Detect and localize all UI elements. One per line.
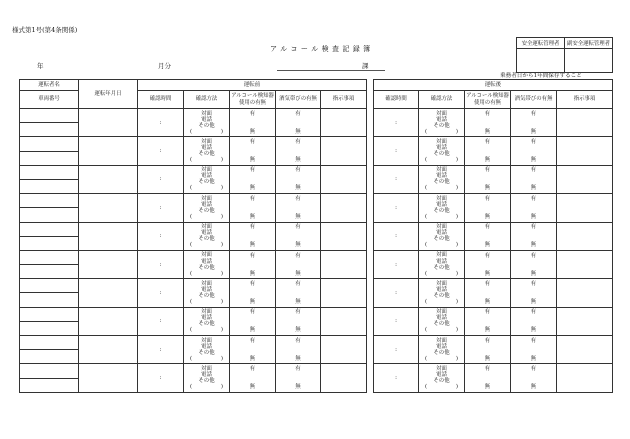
before-check-time-header: 確認時間 — [138, 91, 184, 109]
before-time-cell[interactable]: : — [138, 194, 184, 222]
drive-date-cell[interactable] — [79, 250, 138, 278]
before-instructions-cell[interactable] — [321, 364, 367, 392]
before-instructions-header: 指示事項 — [321, 91, 367, 109]
before-method-cell[interactable]: 対面 電話 その他 ( ) — [184, 165, 230, 193]
after-instructions-cell[interactable] — [557, 222, 613, 250]
after-drive-header: 運転後 — [374, 80, 613, 91]
column-gap — [367, 364, 374, 392]
before-time-cell[interactable]: : — [138, 307, 184, 335]
after-time-cell[interactable]: : — [374, 336, 419, 364]
before-method-cell[interactable]: 対面 電話 その他 ( ) — [184, 194, 230, 222]
page-title: アルコール検査記録簿 — [270, 45, 374, 53]
after-instructions-cell[interactable] — [557, 336, 613, 364]
after-time-cell[interactable]: : — [374, 250, 419, 278]
column-gap — [367, 109, 374, 137]
driver-name-cell[interactable] — [20, 222, 79, 236]
after-instructions-cell[interactable] — [557, 165, 613, 193]
table-row — [20, 307, 613, 321]
after-detector-cell[interactable]: 有 無 — [465, 307, 511, 335]
after-method-cell[interactable]: 対面 電話 その他 ( ) — [419, 307, 465, 335]
before-check-method-header: 確認方法 — [184, 91, 230, 109]
after-detector-cell[interactable]: 有 無 — [465, 137, 511, 165]
before-alcohol-cell[interactable]: 有 無 — [276, 194, 321, 222]
before-detector-header: アルコール検知器使用の有無 — [230, 91, 276, 109]
table-row — [20, 222, 613, 236]
before-alcohol-cell[interactable]: 有 無 — [276, 336, 321, 364]
driver-name-header: 運転者名 — [20, 80, 79, 91]
drive-date-cell[interactable] — [79, 364, 138, 392]
drive-date-cell[interactable] — [79, 279, 138, 307]
deputy-manager-label: 副安全運転管理者 — [565, 38, 613, 49]
after-detector-cell[interactable]: 有 無 — [465, 279, 511, 307]
before-alcohol-cell[interactable]: 有 無 — [276, 222, 321, 250]
column-gap — [367, 336, 374, 364]
table-row — [20, 364, 613, 378]
after-instructions-cell[interactable] — [557, 194, 613, 222]
before-detector-cell[interactable]: 有 無 — [230, 222, 276, 250]
after-instructions-cell[interactable] — [557, 364, 613, 392]
vehicle-number-cell[interactable] — [20, 350, 79, 364]
alcohol-check-table — [19, 79, 613, 393]
before-instructions-cell[interactable] — [321, 222, 367, 250]
before-method-cell[interactable]: 対面 電話 その他 ( ) — [184, 222, 230, 250]
after-time-cell[interactable]: : — [374, 222, 419, 250]
before-alcohol-cell[interactable]: 有 無 — [276, 109, 321, 137]
after-detector-cell[interactable]: 有 無 — [465, 336, 511, 364]
after-detector-cell[interactable]: 有 無 — [465, 222, 511, 250]
drive-date-cell[interactable] — [79, 336, 138, 364]
after-method-cell[interactable]: 対面 電話 その他 ( ) — [419, 165, 465, 193]
before-time-cell[interactable]: : — [138, 279, 184, 307]
drive-date-header: 運転年月日 — [79, 80, 138, 109]
before-detector-cell[interactable]: 有 無 — [230, 137, 276, 165]
vehicle-number-cell[interactable] — [20, 208, 79, 222]
after-time-cell[interactable]: : — [374, 279, 419, 307]
after-method-cell[interactable]: 対面 電話 その他 ( ) — [419, 250, 465, 278]
month-label: 月分 — [158, 62, 171, 70]
driver-name-cell[interactable] — [20, 364, 79, 378]
before-alcohol-cell[interactable]: 有 無 — [276, 137, 321, 165]
before-method-cell[interactable]: 対面 電話 その他 ( ) — [184, 307, 230, 335]
dept-label: 課 — [362, 62, 369, 70]
driver-name-cell[interactable] — [20, 336, 79, 350]
after-alcohol-cell[interactable]: 有 無 — [511, 279, 557, 307]
after-detector-cell[interactable]: 有 無 — [465, 194, 511, 222]
after-alcohol-cell[interactable]: 有 無 — [511, 307, 557, 335]
before-alcohol-cell[interactable]: 有 無 — [276, 307, 321, 335]
before-method-cell[interactable]: 対面 電話 その他 ( ) — [184, 250, 230, 278]
before-instructions-cell[interactable] — [321, 250, 367, 278]
before-detector-cell[interactable]: 有 無 — [230, 250, 276, 278]
after-time-cell[interactable]: : — [374, 364, 419, 392]
before-method-cell[interactable]: 対面 電話 その他 ( ) — [184, 137, 230, 165]
after-time-cell[interactable]: : — [374, 307, 419, 335]
before-time-cell[interactable]: : — [138, 109, 184, 137]
vehicle-number-cell[interactable] — [20, 236, 79, 250]
after-detector-cell[interactable]: 有 無 — [465, 109, 511, 137]
vehicle-number-cell[interactable] — [20, 293, 79, 307]
before-instructions-cell[interactable] — [321, 165, 367, 193]
driver-name-cell[interactable] — [20, 279, 79, 293]
after-instructions-cell[interactable] — [557, 137, 613, 165]
after-alcohol-cell[interactable]: 有 無 — [511, 109, 557, 137]
after-method-cell[interactable]: 対面 電話 その他 ( ) — [419, 279, 465, 307]
before-drive-header: 運転前 — [138, 80, 367, 91]
before-method-cell[interactable]: 対面 電話 その他 ( ) — [184, 279, 230, 307]
after-method-cell[interactable]: 対面 電話 その他 ( ) — [419, 336, 465, 364]
after-time-cell[interactable]: : — [374, 137, 419, 165]
after-method-cell[interactable]: 対面 電話 その他 ( ) — [419, 364, 465, 392]
after-time-cell[interactable]: : — [374, 165, 419, 193]
before-alcohol-header: 酒気帯びの有無 — [276, 91, 321, 109]
after-detector-cell[interactable]: 有 無 — [465, 364, 511, 392]
after-alcohol-cell[interactable]: 有 無 — [511, 194, 557, 222]
before-instructions-cell[interactable] — [321, 109, 367, 137]
before-detector-cell[interactable]: 有 無 — [230, 194, 276, 222]
before-detector-cell[interactable]: 有 無 — [230, 307, 276, 335]
before-method-cell[interactable]: 対面 電話 その他 ( ) — [184, 109, 230, 137]
after-alcohol-cell[interactable]: 有 無 — [511, 165, 557, 193]
after-instructions-cell[interactable] — [557, 279, 613, 307]
table-row — [20, 109, 613, 123]
column-gap — [367, 137, 374, 165]
column-gap — [367, 250, 374, 278]
vehicle-number-cell[interactable] — [20, 179, 79, 193]
deputy-manager-stamp — [565, 49, 613, 73]
safety-manager-label: 安全運転管理者 — [517, 38, 565, 49]
vehicle-number-cell[interactable] — [20, 265, 79, 279]
column-gap — [367, 165, 374, 193]
before-instructions-cell[interactable] — [321, 137, 367, 165]
before-time-cell[interactable]: : — [138, 250, 184, 278]
driver-name-cell[interactable] — [20, 250, 79, 264]
vehicle-number-cell[interactable] — [20, 378, 79, 392]
form-number: 様式第1号(第4条関係) — [12, 26, 78, 34]
after-detector-cell[interactable]: 有 無 — [465, 250, 511, 278]
after-method-cell[interactable]: 対面 電話 その他 ( ) — [419, 222, 465, 250]
after-instructions-cell[interactable] — [557, 250, 613, 278]
driver-name-cell[interactable] — [20, 165, 79, 179]
after-check-method-header: 確認方法 — [419, 91, 465, 109]
drive-date-cell[interactable] — [79, 137, 138, 165]
before-detector-cell[interactable]: 有 無 — [230, 109, 276, 137]
dept-underline — [277, 70, 385, 71]
after-method-cell[interactable]: 対面 電話 その他 ( ) — [419, 137, 465, 165]
drive-date-cell[interactable] — [79, 194, 138, 222]
vehicle-number-cell[interactable] — [20, 123, 79, 137]
before-time-cell[interactable]: : — [138, 222, 184, 250]
before-alcohol-cell[interactable]: 有 無 — [276, 279, 321, 307]
before-alcohol-cell[interactable]: 有 無 — [276, 364, 321, 392]
column-gap — [367, 279, 374, 307]
drive-date-cell[interactable] — [79, 165, 138, 193]
before-method-cell[interactable]: 対面 電話 その他 ( ) — [184, 364, 230, 392]
after-alcohol-cell[interactable]: 有 無 — [511, 364, 557, 392]
after-instructions-cell[interactable] — [557, 109, 613, 137]
before-instructions-cell[interactable] — [321, 194, 367, 222]
before-alcohol-cell[interactable]: 有 無 — [276, 250, 321, 278]
after-time-cell[interactable]: : — [374, 194, 419, 222]
table-row — [20, 250, 613, 264]
after-method-cell[interactable]: 対面 電話 その他 ( ) — [419, 194, 465, 222]
after-alcohol-cell[interactable]: 有 無 — [511, 250, 557, 278]
table-row — [20, 137, 613, 151]
retention-note: 乗務者日から1年間保存すること — [500, 73, 582, 79]
after-alcohol-cell[interactable]: 有 無 — [511, 222, 557, 250]
before-time-cell[interactable]: : — [138, 165, 184, 193]
driver-name-cell[interactable] — [20, 194, 79, 208]
after-detector-header: アルコール検知器使用の有無 — [465, 91, 511, 109]
column-gap — [367, 194, 374, 222]
safety-manager-stamp — [517, 49, 565, 73]
driver-name-cell[interactable] — [20, 109, 79, 123]
vehicle-number-header: 車両番号 — [20, 91, 79, 109]
before-detector-cell[interactable]: 有 無 — [230, 279, 276, 307]
after-check-time-header: 確認時間 — [374, 91, 419, 109]
drive-date-cell[interactable] — [79, 307, 138, 335]
before-detector-cell[interactable]: 有 無 — [230, 165, 276, 193]
before-instructions-cell[interactable] — [321, 307, 367, 335]
table-row — [20, 279, 613, 293]
column-gap — [367, 80, 374, 109]
before-instructions-cell[interactable] — [321, 336, 367, 364]
driver-name-cell[interactable] — [20, 137, 79, 151]
vehicle-number-cell[interactable] — [20, 151, 79, 165]
year-label: 年 — [37, 62, 44, 70]
before-method-cell[interactable]: 対面 電話 その他 ( ) — [184, 336, 230, 364]
manager-stamp-box — [516, 37, 613, 73]
before-detector-cell[interactable]: 有 無 — [230, 364, 276, 392]
table-row — [20, 165, 613, 179]
before-alcohol-cell[interactable]: 有 無 — [276, 165, 321, 193]
driver-name-cell[interactable] — [20, 307, 79, 321]
before-time-cell[interactable]: : — [138, 364, 184, 392]
after-instructions-cell[interactable] — [557, 307, 613, 335]
after-alcohol-cell[interactable]: 有 無 — [511, 336, 557, 364]
before-instructions-cell[interactable] — [321, 279, 367, 307]
before-time-cell[interactable]: : — [138, 336, 184, 364]
vehicle-number-cell[interactable] — [20, 321, 79, 335]
table-row — [20, 194, 613, 208]
column-gap — [367, 307, 374, 335]
after-instructions-header: 指示事項 — [557, 91, 613, 109]
column-gap — [367, 222, 374, 250]
before-time-cell[interactable]: : — [138, 137, 184, 165]
before-detector-cell[interactable]: 有 無 — [230, 336, 276, 364]
after-detector-cell[interactable]: 有 無 — [465, 165, 511, 193]
after-method-cell[interactable]: 対面 電話 その他 ( ) — [419, 109, 465, 137]
after-alcohol-header: 酒気帯びの有無 — [511, 91, 557, 109]
after-time-cell[interactable]: : — [374, 109, 419, 137]
drive-date-cell[interactable] — [79, 109, 138, 137]
drive-date-cell[interactable] — [79, 222, 138, 250]
after-alcohol-cell[interactable]: 有 無 — [511, 137, 557, 165]
table-row — [20, 336, 613, 350]
